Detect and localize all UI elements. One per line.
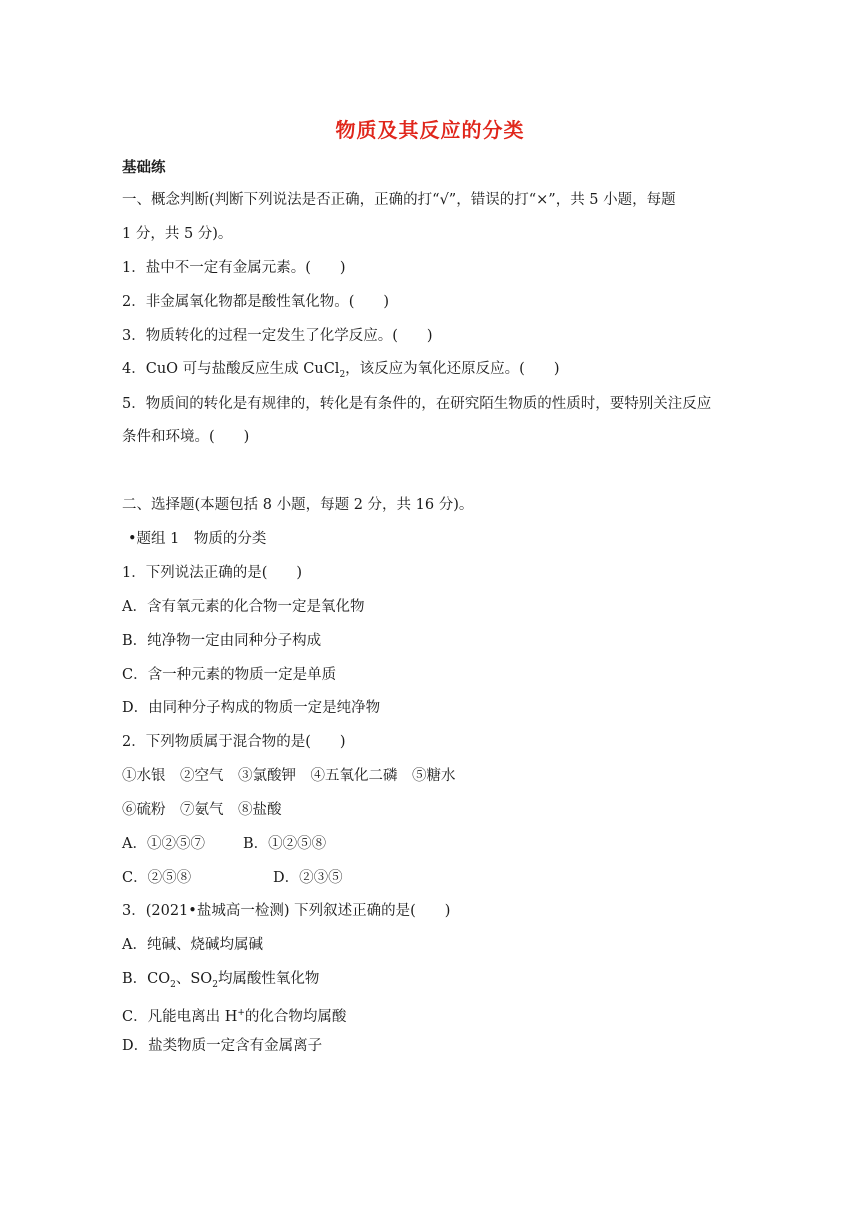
part1-header-line1: 一、概念判断(判断下列说法是否正确，正确的打“√”，错误的打“×”，共 5 小题，每题 bbox=[122, 192, 676, 208]
q1-option-b: B．纯净物一定由同种分子构成 bbox=[122, 633, 322, 649]
judgement-item-4-subscript: 2 bbox=[339, 369, 346, 380]
q2-option-b: B．①②⑤⑧ bbox=[243, 836, 327, 852]
judgement-item-1: 1．盐中不一定有金属元素。( ) bbox=[122, 260, 346, 276]
q3-option-a: A．纯碱、烧碱均属碱 bbox=[122, 937, 263, 953]
judgement-item-4-text-b: ，该反应为氧化还原反应。( ) bbox=[345, 361, 560, 377]
section-label: 基础练 bbox=[122, 160, 166, 176]
q1-stem: 1．下列说法正确的是( ) bbox=[122, 565, 303, 581]
judgement-item-4 bbox=[122, 359, 560, 385]
q2-option-a: A．①②⑤⑦ bbox=[122, 836, 205, 852]
q2-stem: 2．下列物质属于混合物的是( ) bbox=[122, 734, 346, 750]
q3-option-c-text-b: 的化合物均属酸 bbox=[244, 1008, 347, 1025]
q1-option-a: A．含有氧元素的化合物一定是氧化物 bbox=[122, 599, 365, 615]
q3-stem: 3．(2021•盐城高一检测) 下列叙述正确的是( ) bbox=[122, 903, 451, 919]
question-group-1: •题组 1 物质的分类 bbox=[128, 531, 267, 547]
part1-header-line2: 1 分，共 5 分)。 bbox=[122, 226, 233, 242]
judgement-item-4-text-a: 4．CuO 可与盐酸反应生成 CuCl bbox=[122, 361, 340, 377]
q3-option-c-text-a: C．凡能电离出 H bbox=[122, 1008, 238, 1025]
q1-option-d: D．由同种分子构成的物质一定是纯净物 bbox=[122, 700, 381, 716]
q3-option-d: D．盐类物质一定含有金属离子 bbox=[122, 1038, 323, 1054]
q2-substance-list-2: ⑥硫粉 ⑦氨气 ⑧盐酸 bbox=[122, 802, 282, 818]
judgement-item-5-line2: 条件和环境。( ) bbox=[122, 429, 250, 445]
q3-option-c bbox=[122, 1003, 346, 1027]
q2-option-d: D．②③⑤ bbox=[273, 870, 343, 886]
q2-substance-list-1: ①水银 ②空气 ③氯酸钾 ④五氧化二磷 ⑤糖水 bbox=[122, 768, 456, 784]
q3-option-b bbox=[122, 969, 319, 995]
page-title: 物质及其反应的分类 bbox=[335, 118, 525, 142]
q3-option-b-text-c: 均属酸性氧化物 bbox=[217, 971, 320, 987]
judgement-item-3: 3．物质转化的过程一定发生了化学反应。( ) bbox=[122, 328, 433, 344]
q3-option-b-text-a: B．CO bbox=[122, 971, 171, 987]
part2-header: 二、选择题(本题包括 8 小题，每题 2 分，共 16 分)。 bbox=[122, 497, 474, 513]
q2-option-c: C．②⑤⑧ bbox=[122, 870, 192, 886]
q3-option-b-subscript-2: 2 bbox=[212, 979, 218, 990]
judgement-item-2: 2．非金属氧化物都是酸性氧化物。( ) bbox=[122, 294, 390, 310]
q3-option-b-subscript-1: 2 bbox=[170, 979, 176, 990]
q1-option-c: C．含一种元素的物质一定是单质 bbox=[122, 667, 337, 683]
judgement-item-5-line1: 5．物质间的转化是有规律的，转化是有条件的，在研究陌生物质的性质时，要特别关注反应 bbox=[122, 396, 712, 412]
q3-option-b-text-b: 、SO bbox=[175, 971, 213, 987]
q3-option-c-superscript: + bbox=[237, 1008, 245, 1018]
